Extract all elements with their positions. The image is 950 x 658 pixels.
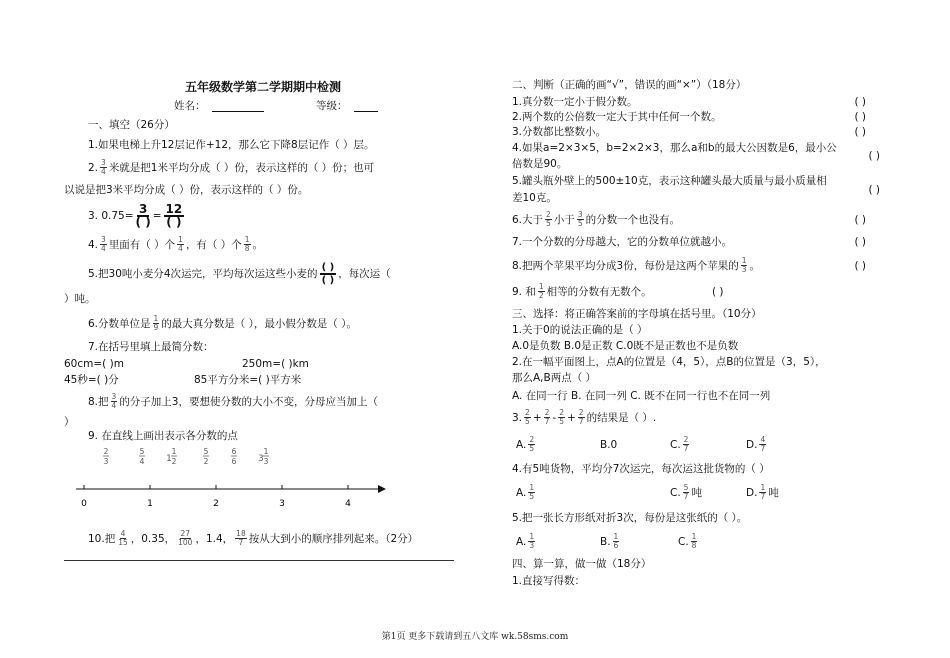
judge-6-fraction-2: $\frac{3}{5}$ xyxy=(577,209,583,228)
q7-item-1: 60cm=( )m xyxy=(64,358,124,370)
judge-2 xyxy=(512,110,880,125)
judge-9-end: 相等的分数有无数个。 xyxy=(546,286,652,298)
judge-3-text: 3.分数都比整数小。 xyxy=(512,126,607,138)
q10-fraction-1: $\frac{4}{15}$ xyxy=(118,528,128,547)
judge-6-text: 6.大于 xyxy=(512,214,544,226)
q8-rest: 的分子加上3，要想使分数的大小不变，分母应当加上（ xyxy=(119,396,378,408)
q7-item-3: 45秒=( )分 xyxy=(64,374,119,386)
grade-label: 等级： xyxy=(316,100,348,112)
choice-5-option-a[interactable]: A. $\frac{1}{3}$ xyxy=(516,531,535,550)
choice-3-fraction-1: $\frac{2}{5}$ xyxy=(525,407,530,426)
judge-3 xyxy=(512,125,880,140)
q8 xyxy=(64,388,462,416)
judge-9 xyxy=(512,279,880,305)
q10-end: 按从大到小的顺序排列起来。（2分） xyxy=(248,533,419,545)
section3-heading: 三、选择：将正确答案前的字母填在括号里。（10分） xyxy=(512,308,762,320)
name-field[interactable] xyxy=(212,100,264,112)
choice-5: 5.把一张长方形纸对折3次，每份是这张纸的（ ）。 xyxy=(512,512,748,524)
choice-5-option-c[interactable]: C. $\frac{1}{8}$ xyxy=(678,531,697,550)
judge-5-line1: 5.罐头瓶外壁上的500±10克，表示这种罐头最大质量与最小质量相 xyxy=(512,175,827,187)
q6 xyxy=(64,310,462,338)
judge-4-text: 倍数是90。 xyxy=(512,158,568,170)
q10-text-2: ，0.35， xyxy=(130,533,176,545)
choice-3-option-c[interactable]: C. $\frac{2}{7}$ xyxy=(670,434,689,453)
choice-4-option-d[interactable]: D. $\frac{1}{7}$ 吨 xyxy=(746,482,779,501)
judge-4-line2 xyxy=(512,150,880,173)
q10-text: 10.把 xyxy=(88,533,116,545)
judge-6-mid: 小于 xyxy=(553,214,575,226)
judge-7 xyxy=(512,232,880,253)
judge-8-end: 。 xyxy=(749,260,760,272)
svg-text:6: 6 xyxy=(231,457,237,466)
q2-number: 2. xyxy=(88,162,99,174)
choice-3-plus-1: + xyxy=(532,412,542,424)
section1-heading: 一、填空（26分） xyxy=(88,119,175,131)
number-line-fraction xyxy=(139,447,145,466)
judge-7-answer[interactable]: ( ) xyxy=(854,236,866,248)
q5-text-end: ，每次运（ xyxy=(338,268,391,280)
judge-2-text: 2.两个数的公倍数一定大于其中任何一个数。 xyxy=(512,111,722,123)
left-bottom-rule xyxy=(64,560,454,561)
number-line xyxy=(76,445,396,523)
number-line-tick-label: 0 xyxy=(81,499,87,509)
choice-3-plus-2: + xyxy=(566,412,576,424)
svg-text:1: 1 xyxy=(263,447,269,456)
q6-fraction: $\frac{1}{9}$ xyxy=(153,313,159,332)
number-line-fraction xyxy=(103,447,109,466)
judge-3-answer[interactable]: ( ) xyxy=(854,126,866,138)
choice-4-option-c[interactable]: C. $\frac{5}{7}$ 吨 xyxy=(670,482,702,501)
q2-fraction: $\frac{3}{4}$ xyxy=(101,157,106,176)
choice-2-line2: 那么A,B两点（ ） xyxy=(512,372,597,384)
q4-end: 。 xyxy=(252,239,264,251)
q5-line1 xyxy=(64,259,462,289)
choice-1-options: A.0是负数 B.0是正数 C.0既不是正数也不是负数 xyxy=(512,340,739,352)
q10 xyxy=(64,523,462,555)
q4-number: 4. xyxy=(88,239,99,251)
svg-text:3: 3 xyxy=(263,457,269,466)
number-line-tick-label: 3 xyxy=(279,499,285,509)
q4 xyxy=(64,231,462,259)
q8-text: 8.把 xyxy=(88,396,109,408)
judge-6-fraction-1: $\frac{2}{5}$ xyxy=(546,209,551,228)
svg-text:5: 5 xyxy=(203,447,209,456)
choice-4-option-a[interactable]: A. $\frac{1}{5}$ xyxy=(516,482,535,501)
q4-fraction-2: $\frac{1}{4}$ xyxy=(178,234,183,253)
number-line-tick-label: 2 xyxy=(213,499,219,509)
judge-5-answer[interactable]: ( ) xyxy=(868,184,880,196)
judge-4-answer[interactable]: ( ) xyxy=(868,150,880,162)
q6-rest: 的最大真分数是（ ），最小假分数是（ ）。 xyxy=(161,318,357,330)
choice-4-options xyxy=(512,479,880,507)
judge-6-end: 的分数一个也没有。 xyxy=(585,214,681,226)
choice-3-number: 3. xyxy=(512,412,523,424)
choice-3-fraction-2: $\frac{2}{7}$ xyxy=(544,407,550,426)
q2-line1 xyxy=(64,156,462,180)
q3-fraction-2: $\frac{12}{( )}$ xyxy=(165,202,183,229)
judge-1-answer[interactable]: ( ) xyxy=(854,96,866,108)
svg-text:1: 1 xyxy=(166,454,172,464)
q9: 9. 在直线上画出表示各分数的点 xyxy=(88,430,238,442)
choice-3 xyxy=(512,405,880,431)
number-line-arrow xyxy=(378,485,386,493)
choice-3-option-b[interactable]: B.0 xyxy=(600,439,618,451)
judge-8-text: 8.把两个苹果平均分成3份，每份是这两个苹果的 xyxy=(512,260,739,272)
judge-4-line1: 4.如果a=2×3×5，b=2×2×3，那么a和b的最大公因数是6，最小公 xyxy=(512,142,837,154)
section4-sub: 1.直接写得数： xyxy=(512,575,586,587)
judge-9-answer[interactable]: ( ) xyxy=(712,286,724,298)
svg-text:2: 2 xyxy=(203,457,209,466)
number-line-fraction xyxy=(231,447,237,466)
judge-1 xyxy=(512,95,880,110)
choice-5-options xyxy=(512,529,880,555)
q10-text-3: ，1.4， xyxy=(195,533,234,545)
svg-text:5: 5 xyxy=(139,447,145,456)
judge-5-line2 xyxy=(512,184,880,208)
name-grade-row xyxy=(64,96,462,116)
judge-1-text: 1.真分数一定小于假分数。 xyxy=(512,96,638,108)
choice-3-option-a[interactable]: A. $\frac{2}{5}$ xyxy=(516,434,535,453)
svg-text:3: 3 xyxy=(258,454,264,464)
judge-9-fraction: $\frac{1}{2}$ xyxy=(538,281,544,300)
choice-3-end: 的结果是（ ）. xyxy=(586,412,657,424)
q7-item-2: 250m=( )km xyxy=(242,358,309,370)
q2-line2: 以说是把3米平均分成（ ）份，表示这样的（ ）份。 xyxy=(64,184,309,196)
judge-8 xyxy=(512,253,880,279)
judge-5-text: 差10克。 xyxy=(512,192,557,204)
q10-fraction-3: $\frac{18}{7}$ xyxy=(236,528,246,547)
grade-field[interactable] xyxy=(354,100,378,112)
q8-fraction: $\frac{3}{4}$ xyxy=(111,391,117,410)
number-line-tick-label: 1 xyxy=(147,499,153,509)
judge-7-text: 7.一个分数的分母越大，它的分数单位就越小。 xyxy=(512,236,733,248)
q2-text: 米就是把1米平均分成（ ）份，表示这样的（ ）份；也可 xyxy=(108,162,375,174)
q5-fraction: $\frac{( )}{( )}$ xyxy=(321,262,335,286)
q3-fraction-1: $\frac{3}{( )}$ xyxy=(135,202,151,229)
choice-5-option-b[interactable]: B. $\frac{1}{6}$ xyxy=(600,531,619,550)
judge-9-text: 9. 和 xyxy=(512,286,536,298)
q5-line2: ）吨。 xyxy=(64,293,96,305)
q7-item-4: 85平方分米=( )平方米 xyxy=(194,374,302,386)
choice-1: 1.关于0的说法正确的是（ ） xyxy=(512,324,648,336)
q3 xyxy=(64,201,462,231)
choice-2-options: A. 在同一行 B. 在同一列 C. 既不在同一行也不在同一列 xyxy=(512,390,771,402)
left-column xyxy=(64,78,462,555)
svg-text:1: 1 xyxy=(171,447,177,456)
page-footer: 第1页 更多下载请到五八文库 wk.58sms.com xyxy=(381,632,569,642)
q3-text: 3. 0.75= xyxy=(88,210,134,222)
choice-3-fraction-4: $\frac{2}{7}$ xyxy=(578,407,584,426)
svg-text:2: 2 xyxy=(103,447,109,456)
q10-fraction-2: $\frac{27}{100}$ xyxy=(178,528,193,547)
q3-equals: = xyxy=(152,210,162,222)
svg-text:2: 2 xyxy=(171,457,177,466)
svg-text:6: 6 xyxy=(231,447,237,456)
judge-6 xyxy=(512,208,880,232)
number-line-tick-label: 4 xyxy=(345,499,351,509)
judge-6-answer[interactable]: ( ) xyxy=(854,214,866,226)
svg-text:3: 3 xyxy=(103,457,109,466)
page-title: 五年级数学第二学期期中检测 xyxy=(184,80,341,94)
section4-heading: 四、算一算，做一做（18分） xyxy=(512,558,652,570)
judge-2-answer[interactable]: ( ) xyxy=(854,111,866,123)
number-line-fraction xyxy=(166,447,177,466)
name-label: 姓名： xyxy=(174,100,206,112)
q4-text-1: 里面有（ ）个 xyxy=(108,239,176,251)
number-line-area xyxy=(64,445,462,523)
q4-text-2: ，有（ ）个 xyxy=(185,239,242,251)
choice-3-options xyxy=(512,431,880,459)
judge-8-answer[interactable]: ( ) xyxy=(854,260,866,272)
choice-2-line1: 2.在一幅平面图上，点A的位置是（4，5），点B的位置是（3，5）， xyxy=(512,356,826,368)
choice-3-minus: - xyxy=(552,412,557,424)
choice-3-fraction-3: $\frac{2}{5}$ xyxy=(559,407,564,426)
q5-text: 5.把30吨小麦分4次运完，平均每次运这些小麦的 xyxy=(88,268,318,280)
choice-4: 4.有5吨货物，平均分7次运完，每次运这批货物的（ ） xyxy=(512,463,770,475)
q7-row2 xyxy=(64,372,462,388)
q4-fraction-3: $\frac{1}{8}$ xyxy=(244,234,250,253)
section2-heading: 二、判断（正确的画“√”，错误的画“×”）（18分） xyxy=(512,79,747,91)
q4-fraction-1: $\frac{3}{4}$ xyxy=(101,234,106,253)
q1: 1.如果电梯上升12层记作+12，那么它下降8层记作（ ）层。 xyxy=(88,139,375,151)
right-column xyxy=(512,76,880,589)
number-line-fraction xyxy=(258,447,269,466)
choice-3-option-d[interactable]: D. $\frac{4}{7}$ xyxy=(746,434,766,453)
q7-row1 xyxy=(64,356,462,372)
judge-8-fraction: $\frac{1}{3}$ xyxy=(741,255,747,274)
q7: 7.在括号里填上最简分数： xyxy=(88,341,214,353)
q8-line2: ） xyxy=(64,416,75,428)
q6-text: 6.分数单位是 xyxy=(88,318,151,330)
number-line-fraction xyxy=(203,447,209,466)
svg-text:4: 4 xyxy=(139,457,145,466)
